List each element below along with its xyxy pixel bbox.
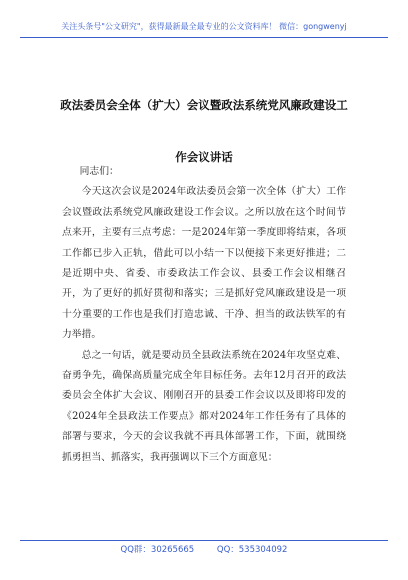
- body-paragraph: 总之一句话，就是要动员全县政法系统在2024年攻坚克难、奋勇争先，确保高质量完成全年目标任务。去年12月召开的政法委员会全体扩大会议、刚刚召开的县委工作会议以及即将印发的《2024年全县政法工作要点》都对2024年工作任务有了具体的部署与要求，今天的会议我就不再具体部署工作，下面，就围绕抓勇担当、抓落实，我再强调以下三个方面意见：: [62, 349, 346, 463]
- greeting: 同志们：: [79, 166, 119, 177]
- footer-contact: [20, 540, 388, 555]
- footer-qq-group: QQ群：30265665: [120, 545, 195, 555]
- body-paragraph: 今天这次会议是2024年政法委员会第一次全体（扩大）工作会议暨政法系统党风廉政建设工作会议。之所以放在这个时间节点来开，主要有三点考虑：一是2024年第一季度即将结束，各项工作都已步入正轨，借此可以小结一下以便接下来更好推进；二是近期中央、省委、市委政法工作会议、县委工作会议相继召开，为了更好的抓好贯彻和落实；三是抓好党风廉政建设是一项十分重要的工作也是我们打造忠诚、干净、担当的政法铁军的有力举措。: [62, 186, 346, 341]
- document-body: [62, 162, 346, 468]
- header-banner: 关注头条号"公文研究"，获得最新最全最专业的公文资料库！ 微信：gongwenyj: [20, 17, 388, 38]
- document-title-line-2: 作会议讲话: [175, 150, 233, 164]
- footer-qq: QQ：535304092: [216, 545, 288, 555]
- document-title-line-1: 政法委员会全体（扩大）会议暨政法系统党风廉政建设工: [60, 98, 348, 112]
